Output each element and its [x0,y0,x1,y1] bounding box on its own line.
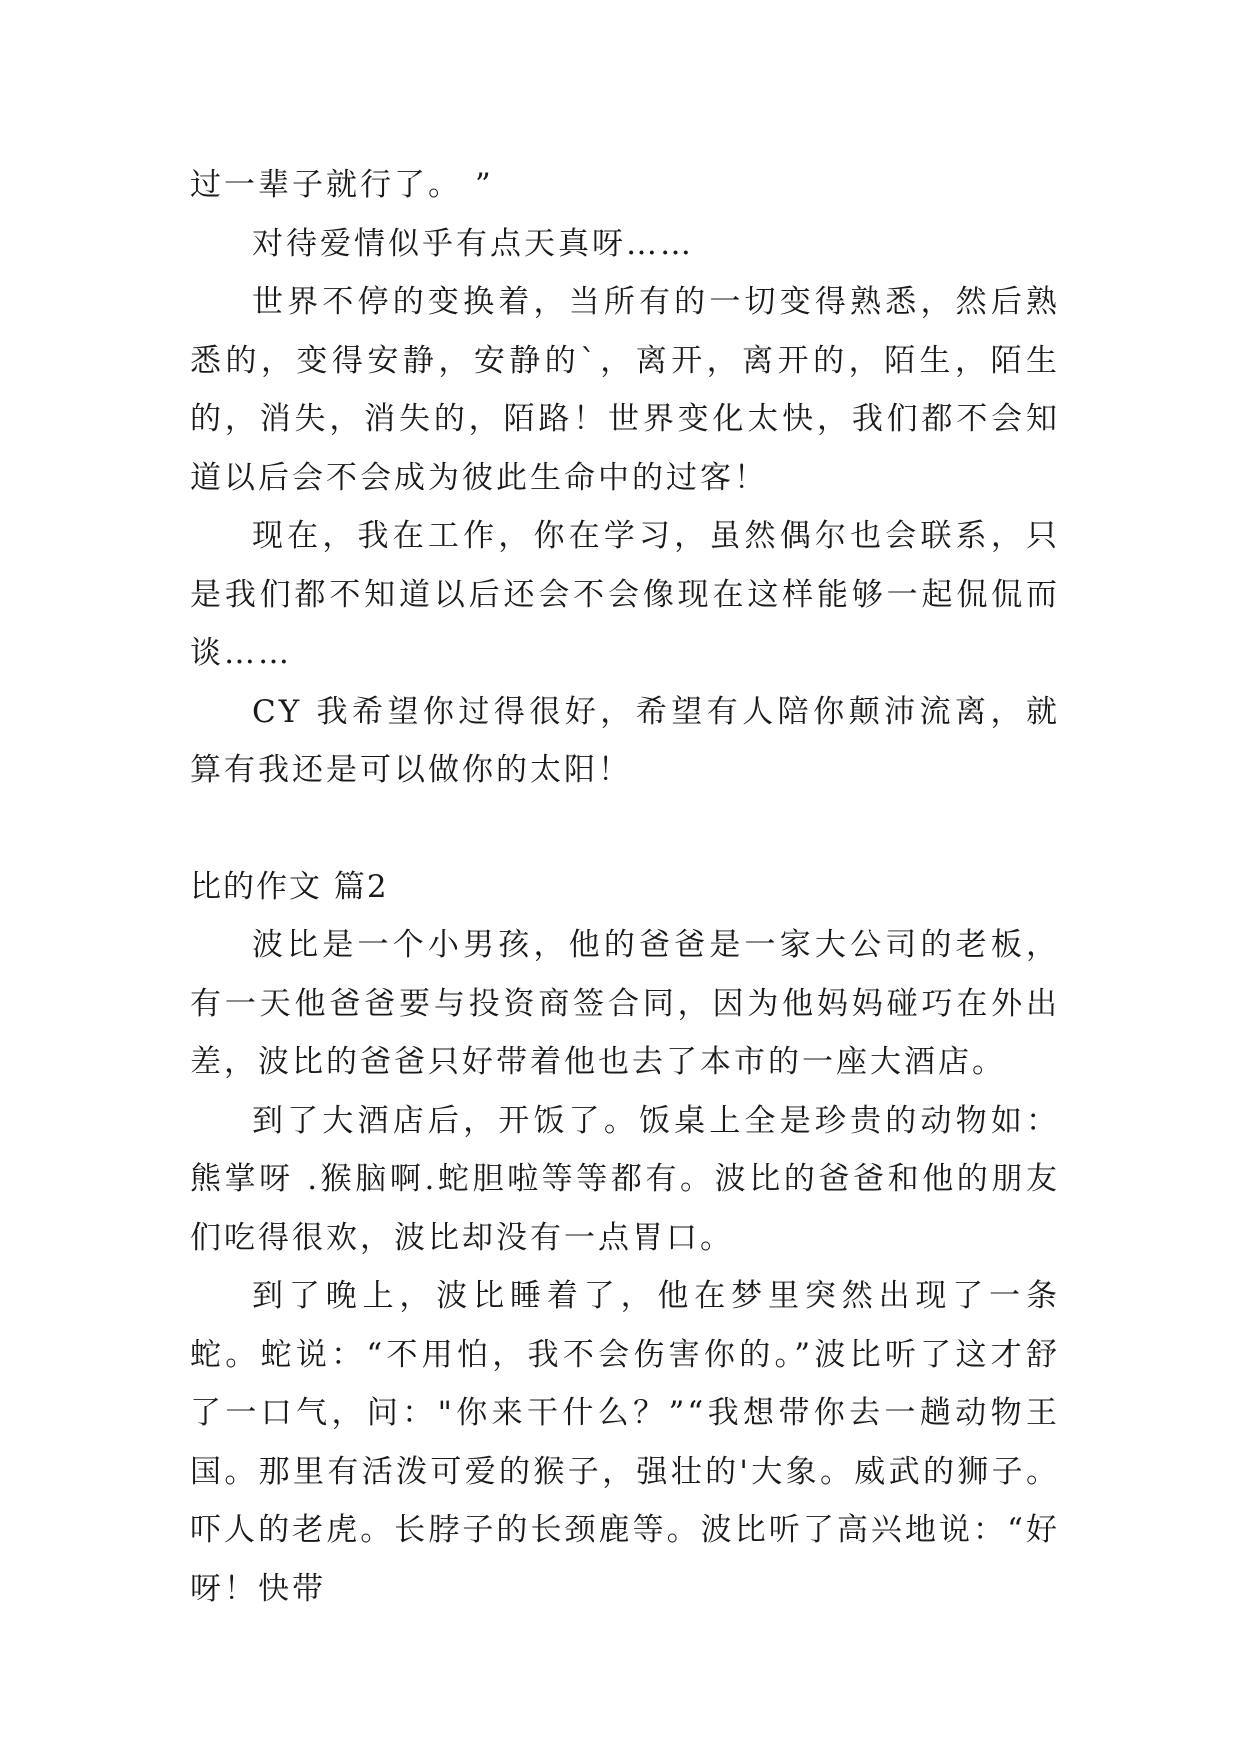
section-gap [190,800,1060,858]
paragraph-5: CY 我希望你过得很好，希望有人陪你颠沛流离，就算有我还是可以做你的太阳！ [190,693,1060,788]
paragraph-6: 波比是一个小男孩，他的爸爸是一家大公司的老板，有一天他爸爸要与投资商签合同，因为他妈妈碰巧在外出差，波比的爸爸只好带着他也去了本市的一座大酒店。 [190,927,1060,1080]
paragraph-7: 到了大酒店后，开饭了。饭桌上全是珍贵的动物如：熊掌呀 .猴脑啊.蛇胆啦等等都有。波比的爸爸和他的朋友们吃得很欢，波比却没有一点胃口。 [190,1102,1060,1256]
document-body [190,156,1060,1618]
paragraph-1: 过一辈子就行了。 ” [190,167,494,203]
section-heading: 比的作文 篇2 [190,868,389,905]
paragraph-4: 现在，我在工作，你在学习，虽然偶尔也会联系，只是我们都不知道以后还会不会像现在这样能够一起侃侃而谈…… [190,518,1060,671]
paragraph-3: 世界不停的变换着，当所有的一切变得熟悉，然后熟悉的，变得安静，安静的`，离开，离开的，陌生，陌生的，消失，消失的，陌路！世界变化太快，我们都不会知道以后会不会成为彼此生命中的过客！ [190,284,1060,496]
paragraph-2: 对待爱情似乎有点天真呀…… [252,225,694,262]
paragraph-8: 到了晚上，波比睡着了，他在梦里突然出现了一条蛇。蛇说：“不用怕，我不会伤害你的。”波比听了这才舒了一口气，问："你来干什么？”“我想带你去一趟动物王国。那里有活泼可爱的猴子，强壮的'大象。威武的狮子。吓人的老虎。长脖子的长颈鹿等。波比听了高兴地说：“好呀！快带 [190,1278,1060,1607]
